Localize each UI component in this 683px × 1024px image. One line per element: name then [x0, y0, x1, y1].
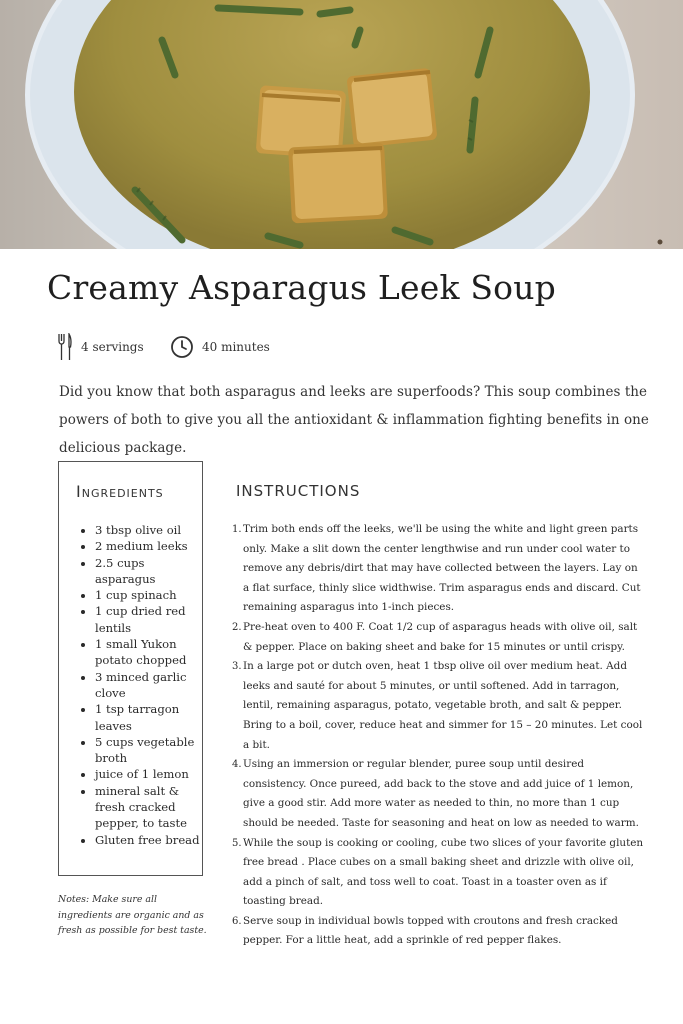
ingredient-item: • 3 minced garlic clove [95, 669, 200, 702]
instruction-step: Pre-heat oven to 400 F. Coat 1/2 cup of asparagus heads with olive oil, salt & pepper. Place on baking sheet and bake for 15 minutes or until crispy. [243, 620, 638, 653]
ingredient-item: • 5 cups vegetable broth [95, 734, 200, 767]
servings-info [57, 333, 144, 361]
ingredient-item: • 1 cup dried red lentils [95, 603, 200, 636]
ingredients-panel [58, 461, 203, 876]
instructions-heading: INSTRUCTIONS [236, 482, 361, 500]
ingredient-item: • 1 tsp tarragon leaves [95, 701, 200, 734]
ingredient-item: • juice of 1 lemon [95, 766, 200, 782]
instruction-step: Using an immersion or regular blender, puree soup until desired consistency. Once pureed, add back to the stove and add juice of 1 lemon, give a good stir. Add more water as needed to thin, no more than 1 cup should be needed. Taste for seasoning and heat on low as needed to warm. [243, 758, 639, 829]
notes-text: Notes: Make sure all ingredients are organic and as fresh as possible for best taste. [58, 894, 207, 936]
instructions-list [243, 520, 645, 951]
intro-paragraph: Did you know that both asparagus and leeks are superfoods? This soup combines the powers of both to give you all the antioxidant & inflammation fighting benefits in one delicious package. [59, 384, 649, 456]
hero-photo [0, 0, 683, 249]
soup-bowl-illustration [0, 0, 683, 249]
fork-knife-icon [57, 333, 73, 361]
ingredient-item: • 2 medium leeks [95, 538, 200, 554]
instruction-step: Trim both ends off the leeks, we'll be using the white and light green parts only. Make a slit down the center lengthwise and run under cool water to remove any debris/dirt that may have collected between the layers. Lay on a flat surface, thinly slice widthwise. Trim asparagus ends and discard. Cut remaining asparagus into 1-inch pieces. [243, 523, 641, 614]
servings-text: 4 servings [81, 340, 144, 354]
ingredient-item: • 2.5 cups asparagus [95, 555, 200, 588]
ingredient-item: • 3 tbsp olive oil [95, 522, 200, 538]
ingredient-item: • 1 cup spinach [95, 587, 200, 603]
ingredient-item: • Gluten free bread [95, 832, 200, 848]
ingredients-heading: Ingredients [76, 482, 164, 501]
instruction-step: Serve soup in individual bowls topped with croutons and fresh cracked pepper. For a little heat, add a sprinkle of red pepper flakes. [243, 914, 618, 947]
recipe-title: Creamy Asparagus Leek Soup [47, 268, 556, 307]
instruction-step: While the soup is cooking or cooling, cube two slices of your favorite gluten free bread . Place cubes on a small baking sheet and drizzle with olive oil, add a pinch of salt, and toss well to coat. Toast in a toaster oven as if toasting bread. [243, 836, 644, 908]
clock-icon [170, 335, 194, 359]
time-info [170, 333, 270, 361]
time-text: 40 minutes [202, 340, 270, 354]
ingredients-list [76, 522, 200, 848]
ingredient-item: • mineral salt & fresh cracked pepper, to taste [95, 783, 200, 832]
ingredient-item: • 1 small Yukon potato chopped [95, 636, 200, 669]
instruction-step: In a large pot or dutch oven, heat 1 tbsp olive oil over medium heat. Add leeks and sauté for about 5 minutes, or until softened. Add in tarragon, lentil, remaining asparagus, potato, vegetable broth, and salt & pepper. Bring to a boil, cover, reduce heat and simmer for 15 – 20 minutes. Let cool a bit. [243, 660, 643, 751]
